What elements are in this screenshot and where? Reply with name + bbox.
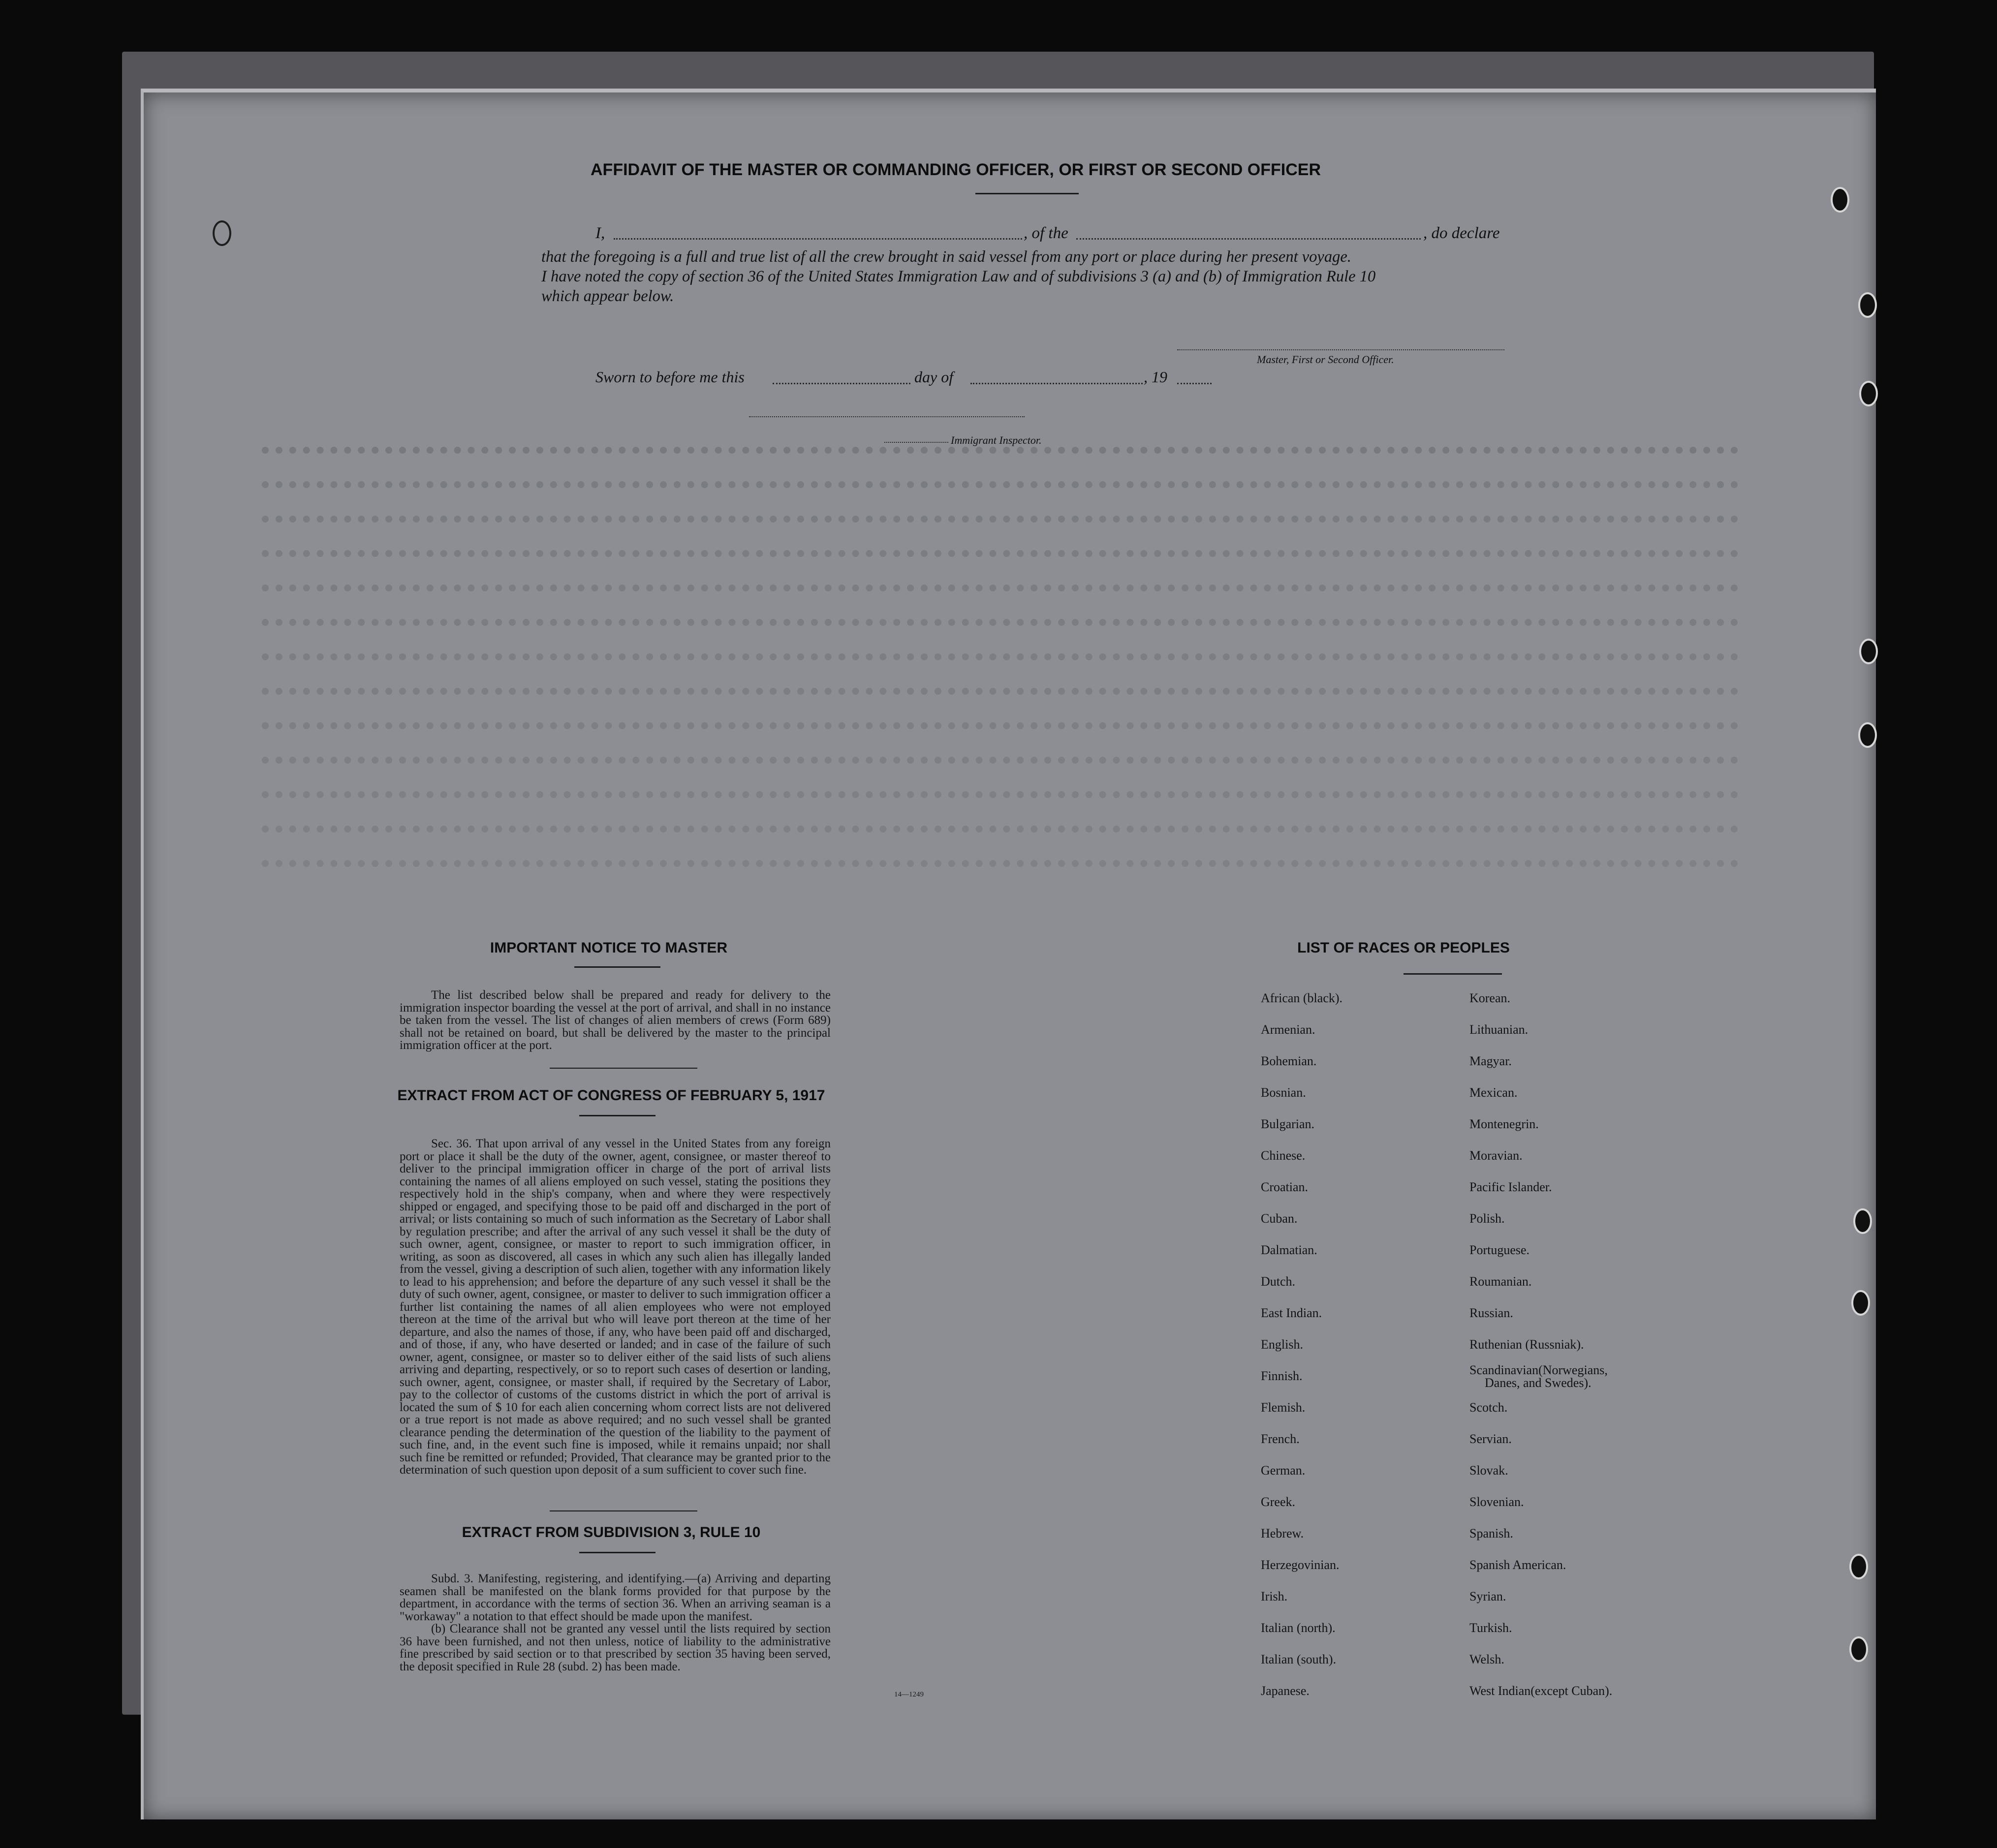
race-item: Cuban. — [1261, 1211, 1298, 1226]
race-item: African (black). — [1261, 991, 1343, 1005]
affidavit-line-3: I have noted the copy of section 36 of the United States Immigration Law and of subdivisions 3 (a) and (b) of Immigration Rule 10 — [541, 268, 1376, 285]
rule-extract-para-b: (b) Clearance shall not be granted any vessel until the lists required by section 36 have been furnished, and not then unless, notice of liability to the administrative fine prescribed by said section or to that prescribed by section 35 having been served, the deposit specified in Rule 28 (subd. 2) has been made. — [400, 1622, 831, 1673]
sworn-day-field[interactable] — [773, 383, 910, 384]
inspector-signature-field[interactable] — [749, 416, 1025, 417]
affidavit-declare: , do declare — [1423, 224, 1500, 242]
race-item: Croatian. — [1261, 1180, 1309, 1194]
inspector-dots — [884, 442, 948, 443]
form-sheet — [141, 89, 1876, 1819]
race-item: Hebrew. — [1261, 1526, 1304, 1540]
race-item: Bosnian. — [1261, 1085, 1306, 1100]
race-item: Finnish. — [1261, 1369, 1303, 1383]
race-item: West Indian(except Cuban). — [1469, 1684, 1613, 1698]
race-item: Scandinavian(Norwegians, — [1469, 1363, 1608, 1377]
race-item: Spanish American. — [1469, 1558, 1566, 1572]
punch-hole-icon — [1853, 1208, 1872, 1234]
race-item: Dutch. — [1261, 1274, 1296, 1289]
sworn-year: , 19 — [1144, 368, 1167, 386]
affidavit-line-2: that the foregoing is a full and true list of all the crew brought in said vessel from any port or place during her present voyage. — [541, 248, 1351, 266]
race-item: Roumanian. — [1469, 1274, 1532, 1289]
race-item: Ruthenian (Russniak). — [1469, 1337, 1584, 1352]
punch-hole-icon — [1849, 1554, 1868, 1579]
affidavit-title: AFFIDAVIT OF THE MASTER OR COMMANDING OFFICER, OR FIRST OR SECOND OFFICER — [591, 160, 1321, 179]
race-item: Slovak. — [1469, 1463, 1508, 1478]
officer-name-field[interactable] — [614, 238, 1022, 240]
race-item: Montenegrin. — [1469, 1117, 1539, 1131]
notice-separator — [550, 1068, 697, 1069]
sworn-prefix: Sworn to before me this — [595, 368, 745, 386]
race-item: Italian (north). — [1261, 1621, 1336, 1635]
punch-hole-icon — [1849, 1636, 1868, 1662]
race-item: Servian. — [1469, 1432, 1512, 1446]
race-item: Japanese. — [1261, 1684, 1310, 1698]
punch-hole-icon — [1859, 381, 1878, 406]
race-item: Mexican. — [1469, 1085, 1518, 1100]
race-item: Danes, and Swedes). — [1485, 1376, 1591, 1390]
inspector-label: Immigrant Inspector. — [951, 434, 1042, 446]
race-item: Syrian. — [1469, 1589, 1506, 1603]
race-item: French. — [1261, 1432, 1300, 1446]
act-extract-title: EXTRACT FROM ACT OF CONGRESS OF FEBRUARY 5, 1917 — [397, 1087, 825, 1104]
race-item: Italian (south). — [1261, 1652, 1337, 1666]
race-item: Flemish. — [1261, 1400, 1306, 1415]
title-underline — [975, 193, 1079, 194]
race-item: Korean. — [1469, 991, 1511, 1005]
race-item: Bulgarian. — [1261, 1117, 1315, 1131]
race-item: Chinese. — [1261, 1148, 1306, 1163]
race-item: Armenian. — [1261, 1022, 1315, 1037]
race-item: Slovenian. — [1469, 1495, 1524, 1509]
race-item: English. — [1261, 1337, 1303, 1352]
rule-extract-underline — [579, 1552, 655, 1553]
races-underline — [1404, 973, 1502, 975]
act-extract-underline — [579, 1115, 655, 1116]
affidavit-statement — [541, 247, 1501, 306]
affidavit-i: I, — [595, 224, 605, 242]
punch-hole-icon — [213, 220, 231, 246]
act-extract-text: Sec. 36. That upon arrival of any vessel in the United States from any foreign port or place it shall be the duty of the owner, agent, consignee, or master thereof to deliver to the principal immigration officer in charge of the port of arrival lists containing the names of all aliens employed on such vessel, stating the positions they respectively hold in the ship's company, when and where they were respectively shipped or engaged, and specifying those to be paid off and discharged in the port of arrival; or lists containing so much of such information as the Secretary of Labor shall by regulation prescribe; and after the arrival of any such vessel it shall be the duty of such owner, agent, consignee, or master to report to such immigration officer, in writing, as soon as discovered, all cases in which any such alien has illegally landed from the vessel, giving a description of such alien, together with any information likely to lead to his apprehension; and before the departure of any such vessel it shall be the duty of such owner, agent, consignee, or master to deliver to such immigration officer a further list containing the names of all alien employees who were not employed thereon at the time of the arrival but who will leave port thereon at the time of her departure, and also the names of those, if any, who have been paid off and discharged, and of those, if any, who have deserted or landed; and in case of the failure of such owner, agent, consignee, or master so to deliver either of the said lists of such aliens arriving and departing, respectively, or so to report such cases of desertion or landing, such owner, agent, consignee, or master shall, if required by the Secretary of Labor, pay to the collector of customs of the customs district in which the port of arrival is located the sum of $ 10 for each alien concerning whom correct lists are not delivered or a true report is not made as above required; and no such vessel shall be granted clearance pending the determination of the question of the liability to the payment of such fine, and, in the event such fine is imposed, while it remains unpaid; nor shall such fine be remitted or refunded; Provided, That clearance may be granted prior to the determination of such question upon deposit of a sum sufficient to cover such fine. — [400, 1137, 831, 1477]
race-item: Turkish. — [1469, 1621, 1512, 1635]
race-item: Irish. — [1261, 1589, 1288, 1603]
officer-signature-field[interactable] — [1177, 349, 1504, 350]
notice-text: The list described below shall be prepared and ready for delivery to the immigration inspector boarding the vessel at the port of arrival, and shall in no instance be taken from the vessel. The list of changes of alien members of crews (Form 689) shall not be retained on board, but shall be delivered by the master to the principal immigration officer at the port. — [400, 988, 831, 1052]
officer-signature-label: Master, First or Second Officer. — [1257, 353, 1394, 366]
race-item: Scotch. — [1469, 1400, 1508, 1415]
race-item: Spanish. — [1469, 1526, 1513, 1540]
affidavit-of-the: , of the — [1024, 224, 1068, 242]
race-item: Greek. — [1261, 1495, 1296, 1509]
vessel-name-field[interactable] — [1076, 238, 1421, 240]
sworn-year-field[interactable] — [1177, 383, 1212, 384]
act-separator — [550, 1510, 697, 1511]
notice-underline — [574, 966, 660, 968]
race-item: Polish. — [1469, 1211, 1505, 1226]
punch-hole-icon — [1851, 1290, 1870, 1316]
race-item: Bohemian. — [1261, 1054, 1317, 1068]
race-item: Moravian. — [1469, 1148, 1523, 1163]
sworn-day-of: day of — [914, 368, 954, 386]
race-item: East Indian. — [1261, 1306, 1322, 1320]
races-title: LIST OF RACES OR PEOPLES — [1297, 940, 1510, 956]
race-item: German. — [1261, 1463, 1306, 1478]
race-item: Herzegovinian. — [1261, 1558, 1340, 1572]
race-item: Welsh. — [1469, 1652, 1504, 1666]
race-item: Pacific Islander. — [1469, 1180, 1552, 1194]
race-item: Russian. — [1469, 1306, 1513, 1320]
race-item: Magyar. — [1469, 1054, 1512, 1068]
punch-hole-icon — [1831, 187, 1849, 213]
rule-extract-title: EXTRACT FROM SUBDIVISION 3, RULE 10 — [462, 1524, 761, 1540]
race-item: Dalmatian. — [1261, 1243, 1317, 1257]
race-item: Portuguese. — [1469, 1243, 1530, 1257]
punch-hole-icon — [1859, 639, 1878, 664]
race-item: Lithuanian. — [1469, 1022, 1529, 1037]
sworn-month-field[interactable] — [970, 383, 1143, 384]
punch-hole-icon — [1858, 722, 1877, 748]
affidavit-line-4: which appear below. — [541, 287, 674, 305]
form-number: 14—1249 — [894, 1691, 924, 1698]
punch-hole-icon — [1858, 292, 1877, 318]
notice-title: IMPORTANT NOTICE TO MASTER — [490, 940, 728, 956]
rule-extract-para-a: Subd. 3. Manifesting, registering, and identifying.—(a) Arriving and departing seamen shall be manifested on the blank forms provided for that purpose by the department, in accordance with the terms of section 36. When an arriving seaman is a "workaway" a notation to that effect should be made upon the manifest. — [400, 1572, 831, 1623]
